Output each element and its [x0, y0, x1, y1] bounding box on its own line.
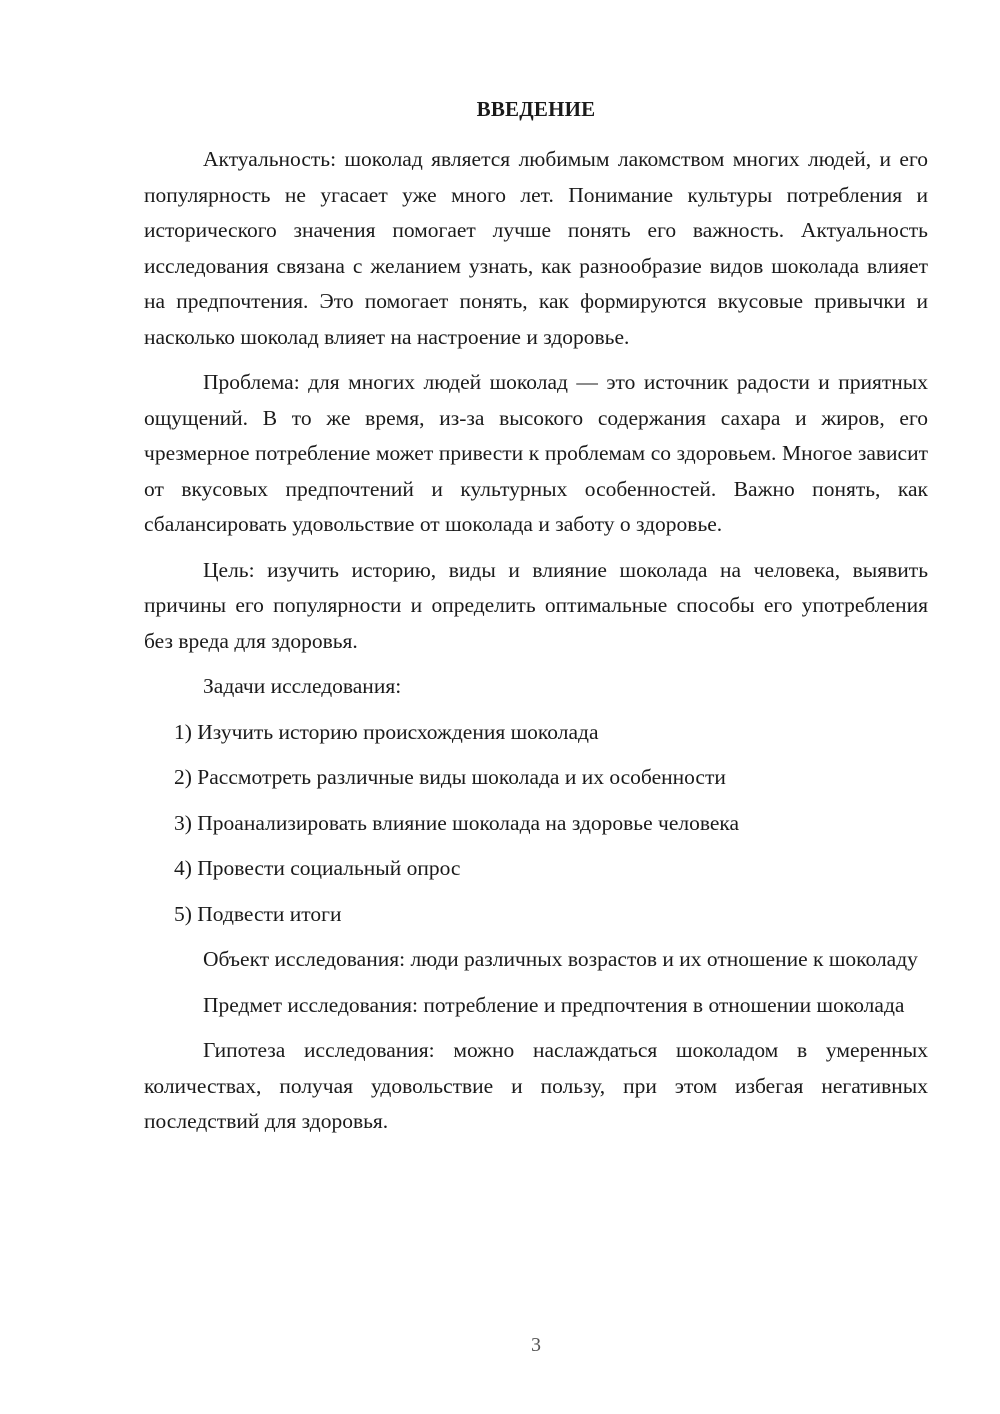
page-number: 3: [531, 1334, 541, 1356]
task-item-4: 4) Провести социальный опрос: [174, 856, 461, 880]
task-item-1: 1) Изучить историю происхождения шоколада: [174, 719, 599, 744]
relevance-paragraph: Актуальность: шоколад является любимым лакомством многих людей, и его популярность не угасает уже много лет. Понимание культуры потребления и исторического значения помогает лучше понять его важность. Актуальность исследования связана с желанием узнать, как разнообразие видов шоколада влияет на предпочтения. Это помогает понять, как формируются вкусовые привычки и насколько шоколад влияет на настроение и здоровье.: [144, 147, 928, 349]
problem-paragraph: Проблема: для многих людей шоколад — это источник радости и приятных ощущений. В то же время, из-за высокого содержания сахара и жиров, его чрезмерное потребление может привести к проблемам со здоровьем. Многое зависит от вкусовых предпочтений и культурных особенностей. Важно понять, как сбалансировать удовольствие от шоколада и заботу о здоровье.: [144, 370, 928, 536]
goal-paragraph: Цель: изучить историю, виды и влияние шоколада на человека, выявить причины его популярности и определить оптимальные способы его употребления без вреда для здоровья.: [144, 557, 928, 653]
page-title: ВВЕДЕНИЕ: [476, 97, 596, 121]
subject-paragraph: Предмет исследования: потребление и предпочтения в отношении шоколада: [203, 992, 905, 1017]
document-body: [144, 142, 928, 1150]
task-item-3: 3) Проанализировать влияние шоколада на здоровье человека: [174, 810, 740, 835]
object-paragraph: Объект исследования: люди различных возрастов и их отношение к шоколаду: [203, 947, 918, 971]
task-item-2: 2) Рассмотреть различные виды шоколада и их особенности: [174, 765, 726, 789]
tasks-heading: Задачи исследования:: [203, 674, 402, 698]
task-item-5: 5) Подвести итоги: [174, 901, 342, 926]
hypothesis-paragraph: Гипотеза исследования: можно наслаждаться шоколадом в умеренных количествах, получая удовольствие и пользу, при этом избегая негативных последствий для здоровья.: [144, 1038, 928, 1133]
task-list: [144, 715, 928, 933]
